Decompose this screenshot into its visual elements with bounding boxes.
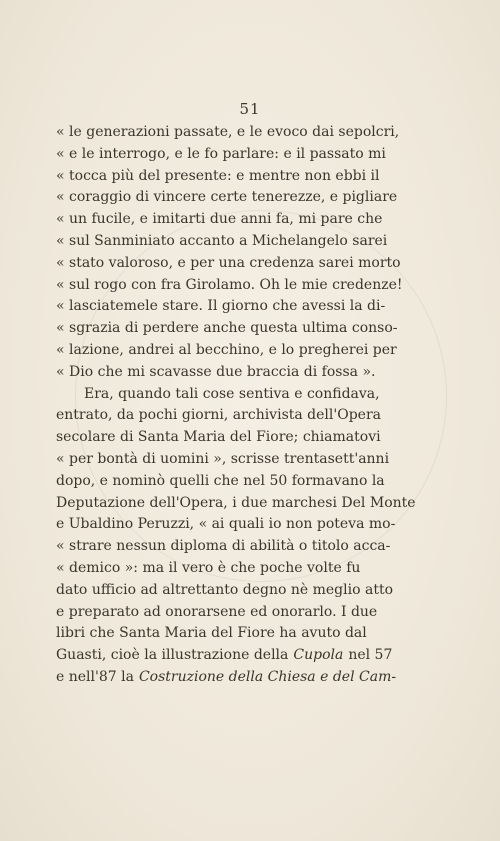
text-line: « stato valoroso, e per una credenza sarei morto xyxy=(56,254,401,271)
italic-title: Costruzione della Chiesa e del Cam- xyxy=(138,668,397,685)
text-line: e preparato ad onorarsene ed onorarlo. I due xyxy=(56,603,378,620)
page-number: 51 xyxy=(239,100,261,118)
text-line: Era, quando tali cose sentiva e confidava, xyxy=(84,385,380,402)
text-line: dato ufficio ad altrettanto degno nè meglio atto xyxy=(56,581,393,598)
text-line: « demico »: ma il vero è che poche volte fu xyxy=(56,559,361,576)
text-line: « tocca più del presente: e mentre non ebbi il xyxy=(56,167,380,184)
text-line: « Dio che mi scavasse due braccia di fossa ». xyxy=(56,363,376,380)
italic-cupola: Cupola xyxy=(293,647,344,664)
text-line: entrato, da pochi giorni, archivista dell'Opera xyxy=(56,407,381,424)
text-line: dopo, e nominò quelli che nel 50 formavano la xyxy=(56,472,385,489)
text-line: « sul rogo con fra Girolamo. Oh le mie credenze! xyxy=(56,276,403,293)
text-line: e Ubaldino Peruzzi, « ai quali io non poteva mo- xyxy=(56,516,396,533)
text-line: « e le interrogo, e le fo parlare: e il passato mi xyxy=(56,145,386,162)
text-line: Deputazione dell'Opera, i due marchesi Del Monte xyxy=(56,494,416,511)
text-line: e nell'87 la Costruzione della Chiesa e del Cam- xyxy=(56,667,386,689)
text-line: « lazione, andrei al becchino, e lo pregherei per xyxy=(56,341,397,358)
text-line: « le generazioni passate, e le evoco dai sepolcri, xyxy=(56,124,400,140)
text-line: « un fucile, e imitarti due anni fa, mi pare che xyxy=(56,211,383,228)
text-line: secolare di Santa Maria del Fiore; chiamatovi xyxy=(56,429,381,446)
text-line: « sgrazia di perdere anche questa ultima conso- xyxy=(56,320,398,337)
text-line: libri che Santa Maria del Fiore ha avuto dal xyxy=(56,625,367,642)
text-line: « lasciatemele stare. Il giorno che avessi la di- xyxy=(56,298,386,315)
text-line: « strare nessun diploma di abilità o titolo acca- xyxy=(56,538,391,555)
text-line: « per bontà di uomini », scrisse trentasett'anni xyxy=(56,450,390,467)
body-text xyxy=(56,122,416,689)
text-line: « sul Sanminiato accanto a Michelangelo sarei xyxy=(56,232,388,249)
text-line: Guasti, cioè la illustrazione della Cupola nel 57 xyxy=(56,645,386,667)
text-line: « coraggio di vincere certe tenerezze, e pigliare xyxy=(56,189,398,206)
